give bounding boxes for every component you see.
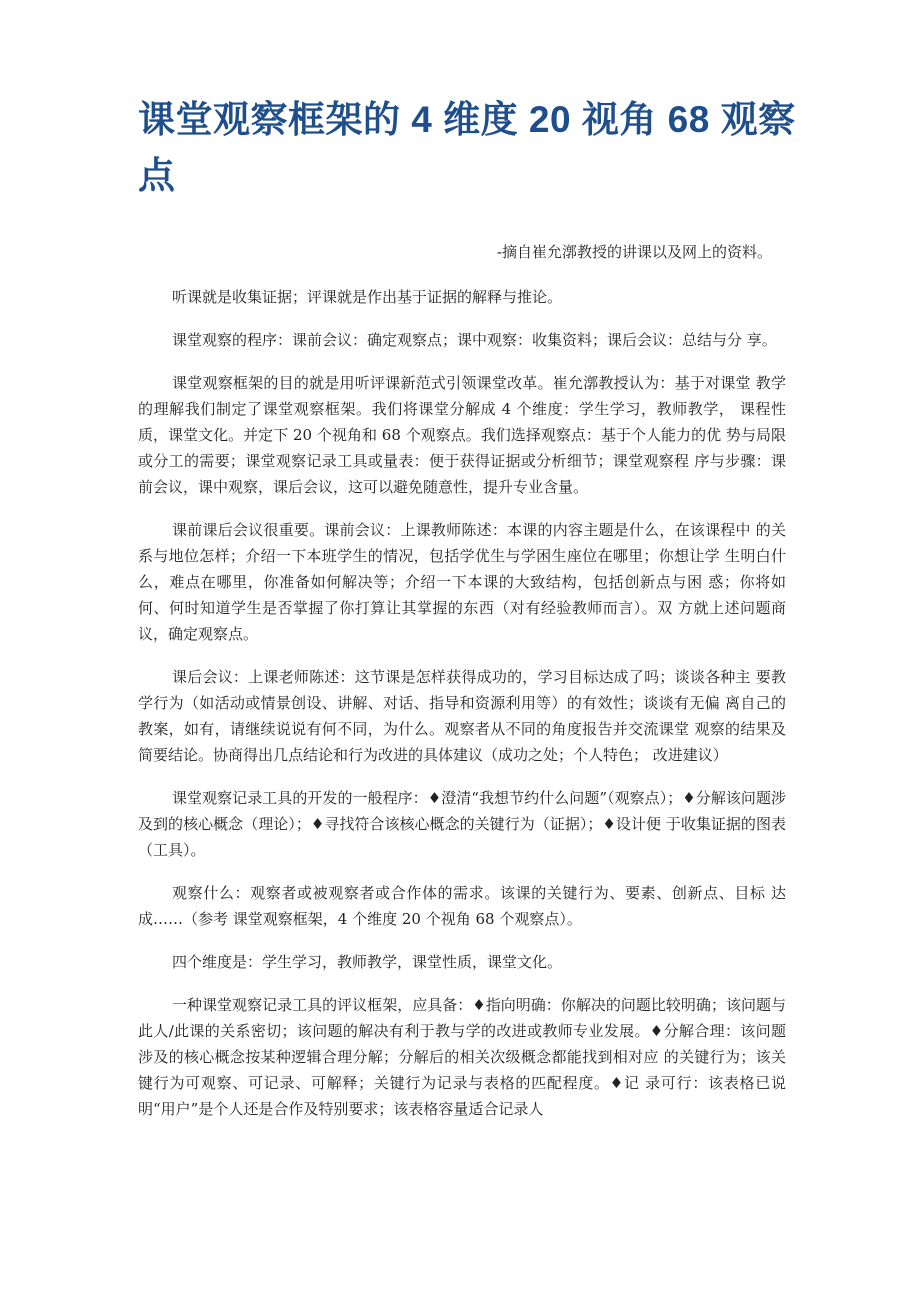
paragraph-pre-class-meeting: 课前课后会议很重要。课前会议：上课教师陈述：本课的内容主题是什么，在该课程中 的关系与地位怎样；介绍一下本班学生的情况，包括学优生与学困生座位在哪里；你想让学 生明白什么，难点在哪里，你准备如何解决等；介绍一下本课的大致结构，包括创新点与困 惑；你将如何、何时知道学生是否掌握了你打算让其掌握的东西（对有经验教师而言）。双 方就上述问题商议，确定观察点。 (138, 521, 786, 643)
paragraph-post-class-meeting: 课后会议：上课老师陈述：这节课是怎样获得成功的，学习目标达成了吗；谈谈各种主 要教学行为（如活动或情景创设、讲解、对话、指导和资源利用等）的有效性；谈谈有无偏 离自己的教案，如有，请继续说说有何不同，为什么。观察者从不同的角度报告并交流课堂 观察的结果及简要结论。协商得出几点结论和行为改进的具体建议（成功之处；个人特色； 改进建议） (138, 668, 786, 764)
document-body (138, 284, 786, 1139)
paragraph-procedure: 课堂观察的程序：课前会议：确定观察点；课中观察：收集资料；课后会议：总结与分 享。 (172, 331, 777, 349)
paragraph-tool-development: 课堂观察记录工具的开发的一般程序：♦澄清“我想节约什么问题”（观察点）；♦分解该问题涉及到的核心概念（理论）；♦寻找符合该核心概念的关键行为（证据）；♦设计便 于收集证据的图表（工具）。 (138, 789, 786, 859)
document-title: 课堂观察框架的 4 维度 20 视角 68 观察点 (138, 99, 796, 196)
paragraph-four-dimensions: 四个维度是：学生学习，教师教学，课堂性质，课堂文化。 (172, 953, 563, 971)
paragraph-evaluation-framework: 一种课堂观察记录工具的评议框架，应具备：♦指向明确：你解决的问题比较明确；该问题与此人/此课的关系密切；该问题的解决有利于教与学的改进或教师专业发展。♦分解合理：该问题涉及的核心概念按某种逻辑合理分解；分解后的相关次级概念都能找到相对应 的关键行为；该关键行为可观察、可记录、可解释；关键行为记录与表格的匹配程度。♦记 录可行：该表格已说明“用户”是个人还是合作及特别要求；该表格容量适合记录人 (138, 996, 786, 1118)
paragraph-what-to-observe: 观察什么：观察者或被观察者或合作体的需求。该课的关键行为、要素、创新点、目标 达成……（参考 课堂观察框架，4 个维度 20 个视角 68 个观察点）。 (138, 884, 786, 928)
source-note: -摘自崔允漷教授的讲课以及网上的资料。 (496, 243, 772, 261)
paragraph-evidence: 听课就是收集证据；评课就是作出基于证据的解释与推论。 (172, 288, 563, 306)
paragraph-framework-purpose: 课堂观察框架的目的就是用听评课新范式引领课堂改革。崔允漷教授认为：基于对课堂 教学的理解我们制定了课堂观察框架。我们将课堂分解成 4 个维度：学生学习，教师教学， 课程性质，课堂文化。并定下 20 个视角和 68 个观察点。我们选择观察点：基于个人能力的优 势与局限或分工的需要；课堂观察记录工具或量表：便于获得证据或分析细节；课堂观察程 序与步骤：课前会议，课中观察，课后会议，这可以避免随意性，提升专业含量。 (138, 374, 786, 496)
